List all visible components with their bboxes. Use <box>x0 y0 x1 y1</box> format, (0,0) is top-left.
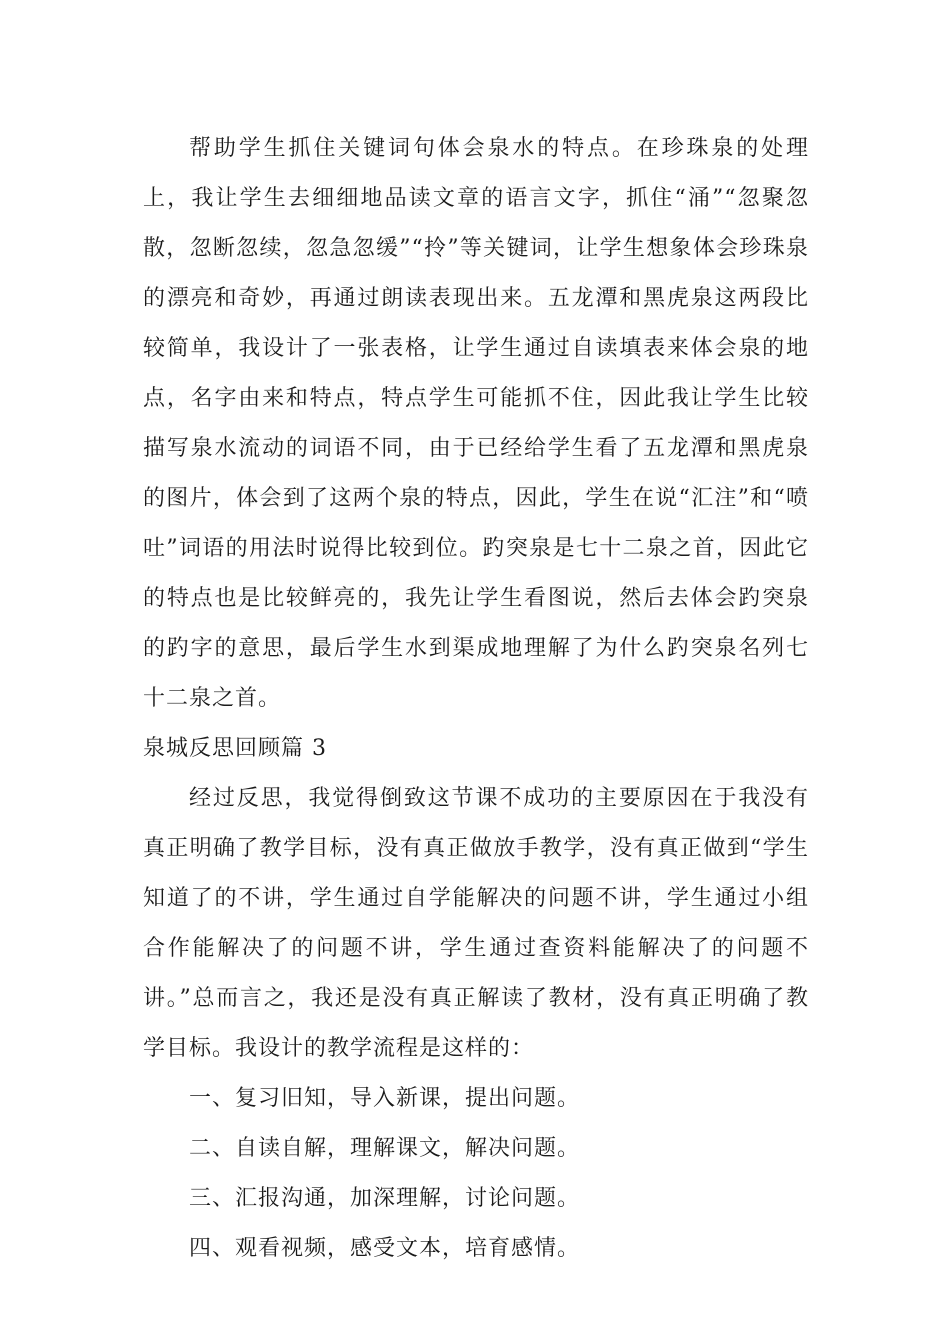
step-item-1: 一、复习旧知，导入新课，提出问题。 <box>189 1086 581 1111</box>
document-body <box>143 124 809 1274</box>
step-item-2: 二、自读自解，理解课文，解决问题。 <box>189 1136 581 1161</box>
paragraph-2: 经过反思，我觉得倒致这节课不成功的主要原因在于我没有真正明确了教学目标，没有真正做放手教学，没有真正做到“学生知道了的不讲，学生通过自学能解决的问题不讲，学生通过小组合作能解决了的问题不讲，学生通过查资料能解决了的问题不讲。”总而言之，我还是没有真正解读了教材，没有真正明确了教学目标。我设计的教学流程是这样的： <box>143 786 809 1061</box>
step-item-4: 四、观看视频，感受文本，培育感情。 <box>189 1236 581 1261</box>
step-item-3: 三、汇报沟通，加深理解，讨论问题。 <box>189 1186 581 1211</box>
paragraph-1: 帮助学生抓住关键词句体会泉水的特点。在珍珠泉的处理上，我让学生去细细地品读文章的语言文字，抓住“涌”“忽聚忽散，忽断忽续，忽急忽缓”“拎”等关键词，让学生想象体会珍珠泉的漂亮和奇妙，再通过朗读表现出来。五龙潭和黑虎泉这两段比较简单，我设计了一张表格，让学生通过自读填表来体会泉的地点，名字由来和特点，特点学生可能抓不住，因此我让学生比较描写泉水流动的词语不同，由于已经给学生看了五龙潭和黑虎泉的图片，体会到了这两个泉的特点，因此，学生在说“汇注”和“喷吐”词语的用法时说得比较到位。趵突泉是七十二泉之首，因此它的特点也是比较鲜亮的，我先让学生看图说，然后去体会趵突泉的趵字的意思，最后学生水到渠成地理解了为什么趵突泉名列七十二泉之首。 <box>143 136 809 711</box>
section-heading: 泉城反思回顾篇 3 <box>143 736 327 761</box>
